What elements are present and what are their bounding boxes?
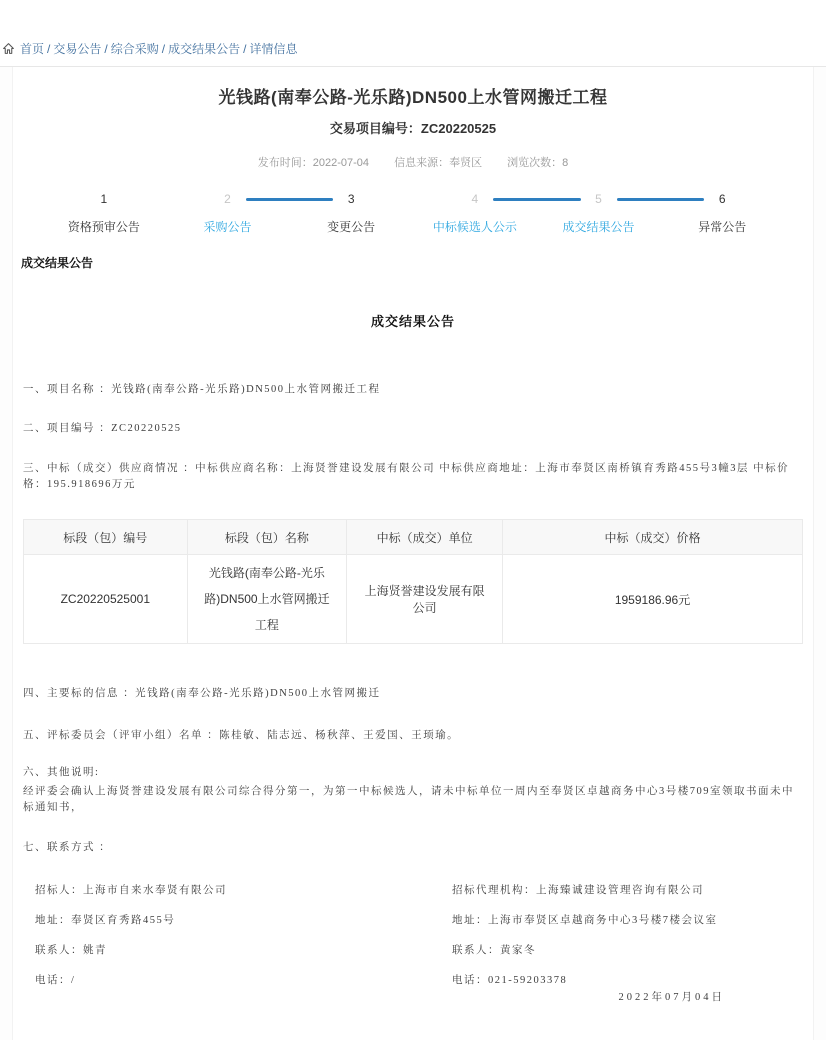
step-label-candidate-publicity[interactable]: 中标候选人公示 — [432, 220, 517, 234]
project-number-value: ZC20220525 — [420, 121, 497, 136]
view-count: 浏览次数：8 — [507, 157, 569, 169]
doc-item-project-name: 一、项目名称 ：光钱路(南奉公路-光乐路)DN500上水管网搬迁工程 — [23, 384, 381, 395]
breadcrumb-separator: / — [161, 41, 166, 56]
project-number-line — [13, 118, 813, 137]
col-header-winning-price: 中标（成交）价格 — [503, 520, 803, 555]
cell-section-number: ZC20220525001 — [24, 555, 188, 644]
contact-columns — [23, 875, 803, 990]
step-number: 5 — [595, 192, 602, 206]
col-header-winning-unit: 中标（成交）单位 — [347, 520, 503, 555]
tenderer-contact-block — [23, 875, 452, 990]
step-number: 1 — [100, 192, 108, 206]
publish-time: 发布时间：2022-07-04 — [257, 157, 370, 169]
doc-item-committee-list: 五、评标委员会（评审小组）名单 ：陈桂敏、陆志远、杨秋萍、王爱国、王顼瑜。 — [23, 730, 460, 742]
step-number: 2 — [224, 192, 231, 206]
step-connector — [617, 198, 705, 201]
step-connector — [493, 198, 581, 201]
agency-contact-person: 联系人：黄家冬 — [452, 945, 536, 957]
result-table — [23, 519, 803, 644]
doc-item-other-notes-title: 六、其他说明: — [23, 766, 100, 778]
cell-winning-price: 1959186.96元 — [503, 555, 803, 644]
step-abnormal — [660, 192, 784, 235]
doc-item-supplier-info: 三、中标（成交）供应商情况 ：中标供应商名称：上海贤誉建设发展有限公司 中标供应商地址：上海市奉贤区南桥镇育秀路455号3幢3层 中标价格：195.918696万元 — [23, 462, 790, 490]
breadcrumb-item-comprehensive-procurement[interactable]: 综合采购 — [110, 42, 159, 56]
agency-address: 地址：上海市奉贤区卓越商务中心3号楼7楼会议室 — [452, 914, 718, 926]
step-label-abnormal[interactable]: 异常公告 — [698, 220, 747, 234]
step-label-result[interactable]: 成交结果公告 — [562, 220, 635, 234]
doc-item-subject-info: 四、主要标的信息 ：光钱路(南奉公路-光乐路)DN500上水管网搬迁 — [23, 688, 381, 700]
tenderer-address: 地址：奉贤区育秀路455号 — [35, 914, 176, 926]
step-number: 3 — [347, 192, 355, 206]
info-source: 信息来源：奉贤区 — [394, 157, 483, 169]
doc-item-contact-heading: 七、联系方式 ： — [23, 842, 112, 854]
project-number-label: 交易项目编号： — [329, 121, 421, 136]
breadcrumb-item-home[interactable]: 首页 — [20, 42, 45, 56]
breadcrumb-separator: / — [104, 41, 108, 56]
step-number: 6 — [718, 192, 726, 206]
agency-contact-block — [452, 875, 803, 990]
step-label-change[interactable]: 变更公告 — [327, 220, 376, 234]
document-title: 成交结果公告 — [370, 314, 455, 329]
agency-name: 招标代理机构：上海臻诚建设管理咨询有限公司 — [452, 884, 704, 896]
tenderer-contact-person: 联系人：姚青 — [35, 945, 107, 957]
tenderer-name: 招标人：上海市自来水奉贤有限公司 — [35, 884, 227, 896]
cell-section-name: 光钱路(南奉公路-光乐路)DN500上水管网搬迁工程 — [187, 555, 347, 644]
announcement-document — [13, 311, 813, 1006]
doc-item-project-number: 二、项目编号 ：ZC20220525 — [23, 423, 182, 435]
announcement-date: 2022年07月04日 — [618, 991, 725, 1003]
breadcrumb-separator: / — [47, 41, 51, 56]
content-panel — [12, 67, 814, 1040]
breadcrumb — [0, 0, 826, 67]
tenderer-phone: 电话：/ — [35, 975, 76, 987]
home-icon[interactable] — [2, 42, 15, 55]
step-change — [289, 192, 413, 235]
step-connector — [246, 198, 334, 201]
doc-item-other-notes-body: 经评委会确认上海贤誉建设发展有限公司综合得分第一，为第一中标候选人，请未中标单位一周内至奉贤区卓越商务中心3号楼709室领取书面未中标通知书， — [23, 785, 794, 814]
agency-phone: 电话：021-59203378 — [452, 975, 568, 987]
breadcrumb-item-result-announcements[interactable]: 成交结果公告 — [168, 42, 241, 56]
cell-winning-unit: 上海贤誉建设发展有限公司 — [347, 555, 503, 644]
meta-row — [13, 154, 813, 170]
stage-stepper — [42, 192, 784, 235]
step-label-procurement[interactable]: 采购公告 — [203, 220, 252, 234]
table-row — [24, 555, 803, 644]
breadcrumb-separator: / — [243, 41, 247, 56]
col-header-section-name: 标段（包）名称 — [187, 520, 347, 555]
breadcrumb-item-detail[interactable]: 详情信息 — [249, 42, 298, 56]
step-number: 4 — [471, 192, 479, 206]
section-label: 成交结果公告 — [21, 256, 94, 270]
page-title: 光钱路(南奉公路-光乐路)DN500上水管网搬迁工程 — [218, 88, 608, 107]
table-header-row — [24, 520, 803, 555]
step-prequalification — [42, 192, 166, 235]
step-label-prequalification[interactable]: 资格预审公告 — [67, 220, 140, 234]
breadcrumb-item-trade-announcements[interactable]: 交易公告 — [53, 42, 102, 56]
col-header-section-number: 标段（包）编号 — [24, 520, 188, 555]
